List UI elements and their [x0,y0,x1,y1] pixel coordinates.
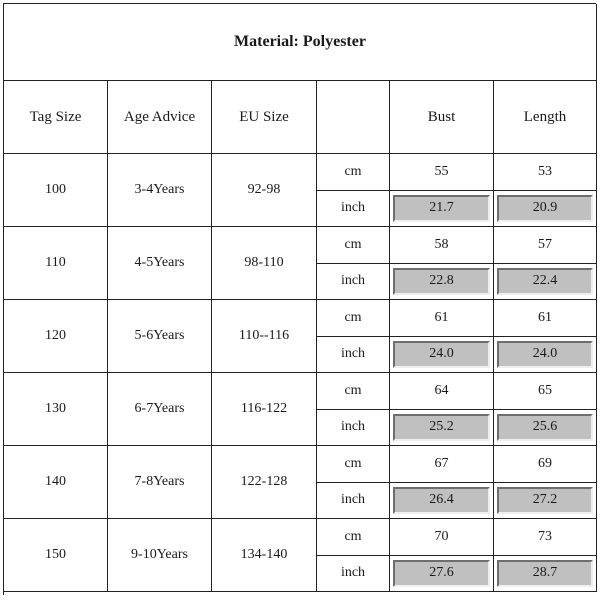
bust-cm-cell: 70 [390,519,494,556]
bust-inch-cell-value: 25.2 [393,414,490,442]
tag-size-cell: 110 [4,227,108,300]
header-bust: Bust [390,81,494,154]
bust-cm-cell: 55 [390,154,494,191]
length-cm-cell: 53 [494,154,597,191]
eu-size-cell: 98-110 [212,227,317,300]
unit-inch-label: inch [317,337,390,374]
eu-size-cell: 134-140 [212,519,317,592]
header-age-advice: Age Advice [108,81,212,154]
age-advice-cell: 4-5Years [108,227,212,300]
bust-inch-cell [390,337,494,374]
unit-inch-label: inch [317,191,390,228]
unit-cm-label: cm [317,227,390,264]
bust-cm-cell: 58 [390,227,494,264]
tag-size-cell: 120 [4,300,108,373]
eu-size-cell: 116-122 [212,373,317,446]
unit-inch-label: inch [317,410,390,447]
unit-inch-label: inch [317,483,390,520]
length-inch-cell [494,191,597,228]
tag-size-cell: 150 [4,519,108,592]
bust-inch-cell-value: 21.7 [393,195,490,223]
bust-inch-cell-value: 27.6 [393,560,490,588]
eu-size-cell: 92-98 [212,154,317,227]
bust-inch-cell [390,191,494,228]
unit-inch-label: inch [317,556,390,593]
header-length: Length [494,81,597,154]
bust-cm-cell: 61 [390,300,494,337]
length-inch-cell [494,556,597,593]
bust-inch-cell-value: 26.4 [393,487,490,515]
length-inch-cell [494,410,597,447]
length-inch-cell-value: 24.0 [497,341,593,369]
age-advice-cell: 7-8Years [108,446,212,519]
eu-size-cell: 110--116 [212,300,317,373]
length-inch-cell-value: 28.7 [497,560,593,588]
unit-cm-label: cm [317,154,390,191]
length-cm-cell: 57 [494,227,597,264]
length-cm-cell: 69 [494,446,597,483]
tag-size-cell: 140 [4,446,108,519]
unit-cm-label: cm [317,446,390,483]
length-inch-cell-value: 25.6 [497,414,593,442]
unit-cm-label: cm [317,519,390,556]
bust-inch-cell [390,556,494,593]
tag-size-cell: 100 [4,154,108,227]
length-inch-cell-value: 22.4 [497,268,593,296]
length-cm-cell: 65 [494,373,597,410]
header-unit [317,81,390,154]
bust-cm-cell: 64 [390,373,494,410]
table-title: Material: Polyester [4,4,597,81]
eu-size-cell: 122-128 [212,446,317,519]
bust-cm-cell: 67 [390,446,494,483]
length-inch-cell [494,264,597,301]
unit-cm-label: cm [317,300,390,337]
length-inch-cell [494,337,597,374]
bust-inch-cell-value: 22.8 [393,268,490,296]
length-inch-cell [494,483,597,520]
tag-size-cell: 130 [4,373,108,446]
unit-cm-label: cm [317,373,390,410]
bust-inch-cell [390,483,494,520]
length-cm-cell: 73 [494,519,597,556]
bust-inch-cell [390,410,494,447]
header-tag-size: Tag Size [4,81,108,154]
bust-inch-cell-value: 24.0 [393,341,490,369]
header-eu-size: EU Size [212,81,317,154]
unit-inch-label: inch [317,264,390,301]
age-advice-cell: 9-10Years [108,519,212,592]
length-inch-cell-value: 27.2 [497,487,593,515]
bust-inch-cell [390,264,494,301]
age-advice-cell: 5-6Years [108,300,212,373]
size-chart-table [3,3,596,595]
length-inch-cell-value: 20.9 [497,195,593,223]
age-advice-cell: 6-7Years [108,373,212,446]
length-cm-cell: 61 [494,300,597,337]
age-advice-cell: 3-4Years [108,154,212,227]
